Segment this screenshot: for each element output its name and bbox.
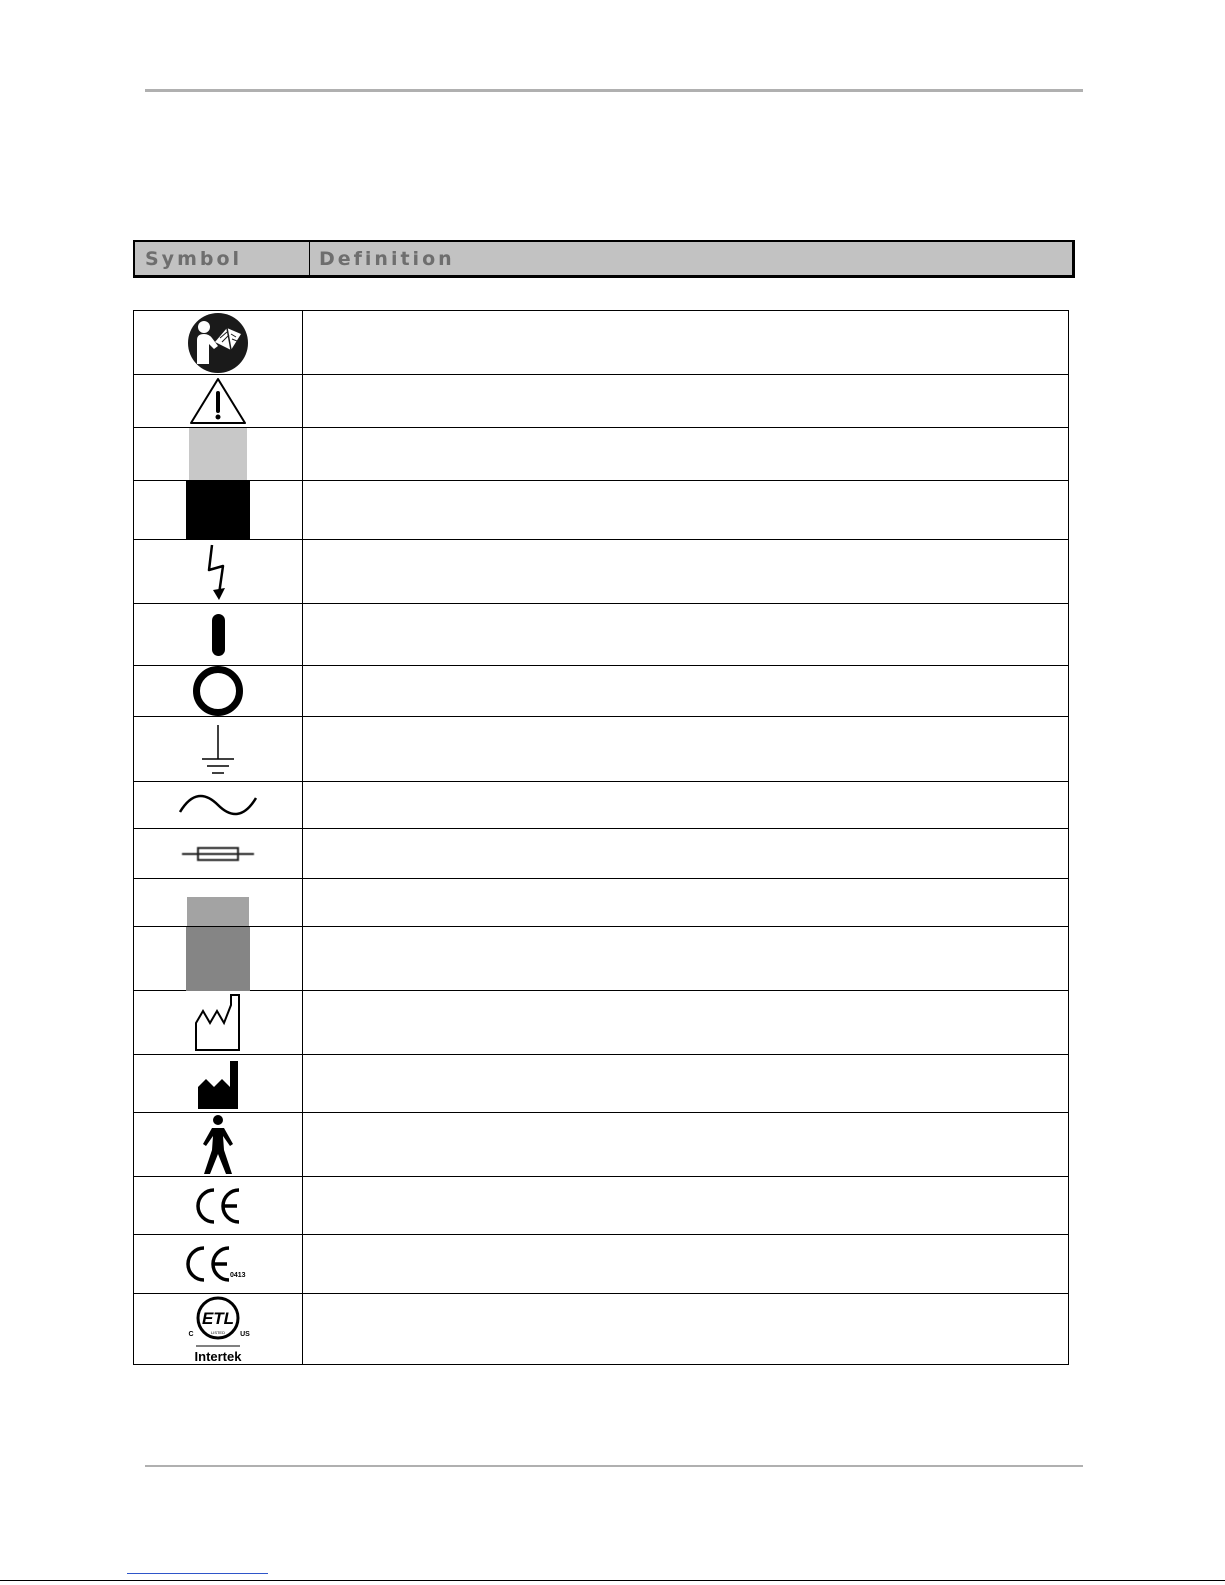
table-row [134, 927, 1068, 991]
symbol-cell [134, 829, 303, 878]
symbol-cell [134, 991, 303, 1054]
header-definition: Definition [319, 247, 455, 270]
header-symbol: Symbol [145, 247, 243, 270]
table-header [133, 240, 1075, 278]
symbol-cell [134, 1113, 303, 1176]
symbol-cell [134, 879, 303, 926]
table-row [134, 879, 1068, 927]
symbol-cell [134, 1055, 303, 1112]
light-gray-swatch-icon [189, 428, 247, 480]
date-of-manufacture-icon [193, 993, 243, 1053]
alternating-current-icon [177, 790, 259, 820]
table-row [134, 666, 1068, 717]
table-row [134, 481, 1068, 540]
black-swatch-icon [186, 481, 250, 539]
ground-icon [196, 721, 240, 777]
definition-cell [303, 481, 1068, 539]
ce-mark-0413-icon [185, 1244, 251, 1284]
definition-cell [303, 879, 1068, 926]
ce-mark-icon [193, 1186, 243, 1226]
definition-cell [303, 782, 1068, 828]
warning-triangle-icon [188, 376, 248, 426]
symbol-cell [134, 540, 303, 603]
symbol-cell [134, 782, 303, 828]
table-row [134, 1235, 1068, 1294]
table-row [134, 375, 1068, 428]
etl-mark-text: ETL [201, 1309, 235, 1328]
symbol-cell [134, 666, 303, 716]
page-bottom-line [0, 1580, 1225, 1581]
definition-cell [303, 428, 1068, 480]
ce-notified-body-number: 0413 [230, 1272, 246, 1279]
symbol-cell [134, 927, 303, 990]
header-rule [145, 89, 1083, 92]
definition-cell [303, 927, 1068, 990]
symbol-cell [134, 717, 303, 781]
type-b-applied-part-icon [197, 1114, 239, 1176]
symbol-cell [134, 481, 303, 539]
gray-swatch-icon [187, 897, 249, 926]
table-row [134, 991, 1068, 1055]
symbol-cell [134, 375, 303, 427]
table-row [134, 604, 1068, 666]
fuse-icon [180, 842, 256, 866]
footer-link-underline[interactable] [127, 1573, 268, 1574]
etl-listed-text: LISTED [210, 1330, 226, 1335]
definition-cell [303, 1294, 1068, 1364]
table-row [134, 540, 1068, 604]
table-row [134, 1177, 1068, 1235]
definition-cell [303, 540, 1068, 603]
header-divider [309, 242, 310, 275]
table-row [134, 782, 1068, 829]
dangerous-voltage-icon [203, 542, 233, 602]
etl-listed-icon [178, 1294, 258, 1364]
definition-cell [303, 1055, 1068, 1112]
manufacturer-icon [196, 1057, 240, 1111]
intertek-text: Intertek [194, 1349, 242, 1364]
definition-cell [303, 375, 1068, 427]
definition-cell [303, 1235, 1068, 1293]
footer-rule [145, 1465, 1083, 1467]
consult-instructions-icon [187, 312, 249, 374]
symbol-cell [134, 604, 303, 665]
definition-cell [303, 829, 1068, 878]
definition-cell [303, 666, 1068, 716]
table-row [134, 1055, 1068, 1113]
etl-c-text: C [188, 1331, 194, 1338]
symbol-cell [134, 1294, 303, 1364]
definition-cell [303, 1177, 1068, 1234]
symbol-cell [134, 1177, 303, 1234]
symbol-cell [134, 428, 303, 480]
table-row [134, 717, 1068, 782]
table-row [134, 428, 1068, 481]
etl-us-text: US [240, 1331, 250, 1338]
symbol-cell [134, 311, 303, 374]
table-row [134, 311, 1068, 375]
power-on-icon [212, 614, 225, 656]
definition-cell [303, 991, 1068, 1054]
dark-gray-swatch-icon [186, 927, 250, 991]
definition-cell [303, 1113, 1068, 1176]
definition-cell [303, 717, 1068, 781]
symbol-cell [134, 1235, 303, 1293]
definition-cell [303, 311, 1068, 374]
table-row [134, 829, 1068, 879]
power-off-icon [193, 666, 243, 716]
table-row [134, 1294, 1068, 1364]
table-row [134, 1113, 1068, 1177]
definition-cell [303, 604, 1068, 665]
symbols-table [133, 310, 1069, 1365]
